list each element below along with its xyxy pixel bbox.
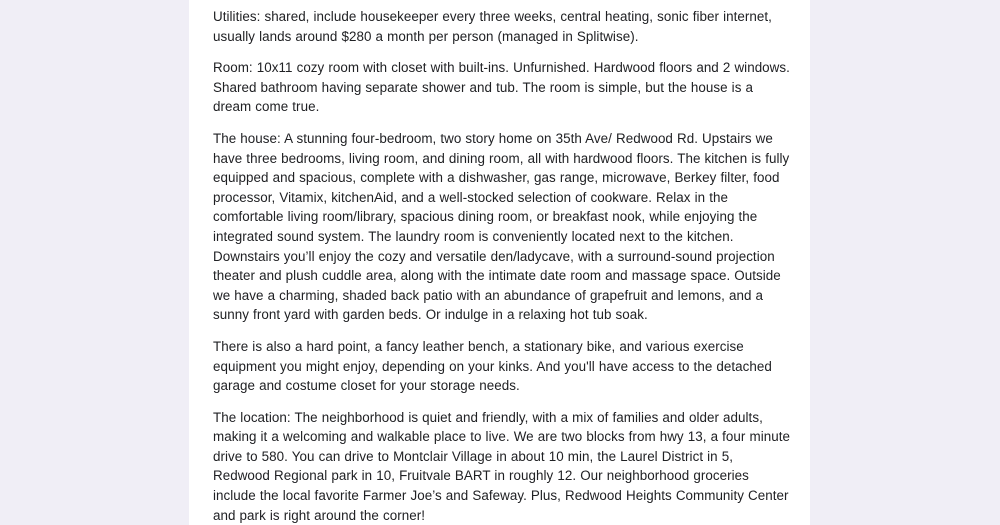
- location-paragraph: The location: The neighborhood is quiet and friendly, with a mix of families and older adults, making it a welcoming and walkable place to live. We are two blocks from hwy 13, a four minute drive to 580. You can drive to Montclair Village in about 10 min, the Laurel District in 5, Redwood Regional park in 10, Fruitvale BART in roughly 12. Our neighborhood groceries include the local favorite Farmer Joe’s and Safeway. Plus, Redwood Heights Community Center and park is right around the corner!: [213, 409, 790, 523]
- utilities-paragraph: Utilities: shared, include housekeeper every three weeks, central heating, sonic fiber internet, usually lands around $280 a month per person (managed in Splitwise).: [213, 9, 772, 44]
- room-paragraph: Room: 10x11 cozy room with closet with built-ins. Unfurnished. Hardwood floors and 2 windows. Shared bathroom having separate shower and tub. The room is simple, but the house is a dream come true.: [213, 60, 790, 115]
- house-paragraph: The house: A stunning four-bedroom, two story home on 35th Ave/ Redwood Rd. Upstairs we have three bedrooms, living room, and dining room, all with hardwood floors. The kitchen is fully equipped and spacious, complete with a dishwasher, gas range, microwave, Berkey filter, food processor, Vitamix, kitchenAid, and a well-stocked selection of cookware. Relax in the comfortable living room/library, spacious dining room, or breakfast nook, while enjoying the integrated sound system. The laundry room is conveniently located next to the kitchen. Downstairs you’ll enjoy the cozy and versatile den/ladycave, with a surround-sound projection theater and plush cuddle area, along with the intimate date room and massage space. Outside we have a charming, shaded back patio with an abundance of grapefruit and lemons, and a sunny front yard with garden beds. Or indulge in a relaxing hot tub soak.: [213, 130, 790, 323]
- extras-paragraph: There is also a hard point, a fancy leather bench, a stationary bike, and various exercise equipment you might enjoy, depending on your kinks. And you'll have access to the detached garage and costume closet for your storage needs.: [213, 338, 772, 394]
- document-page: [189, 0, 810, 525]
